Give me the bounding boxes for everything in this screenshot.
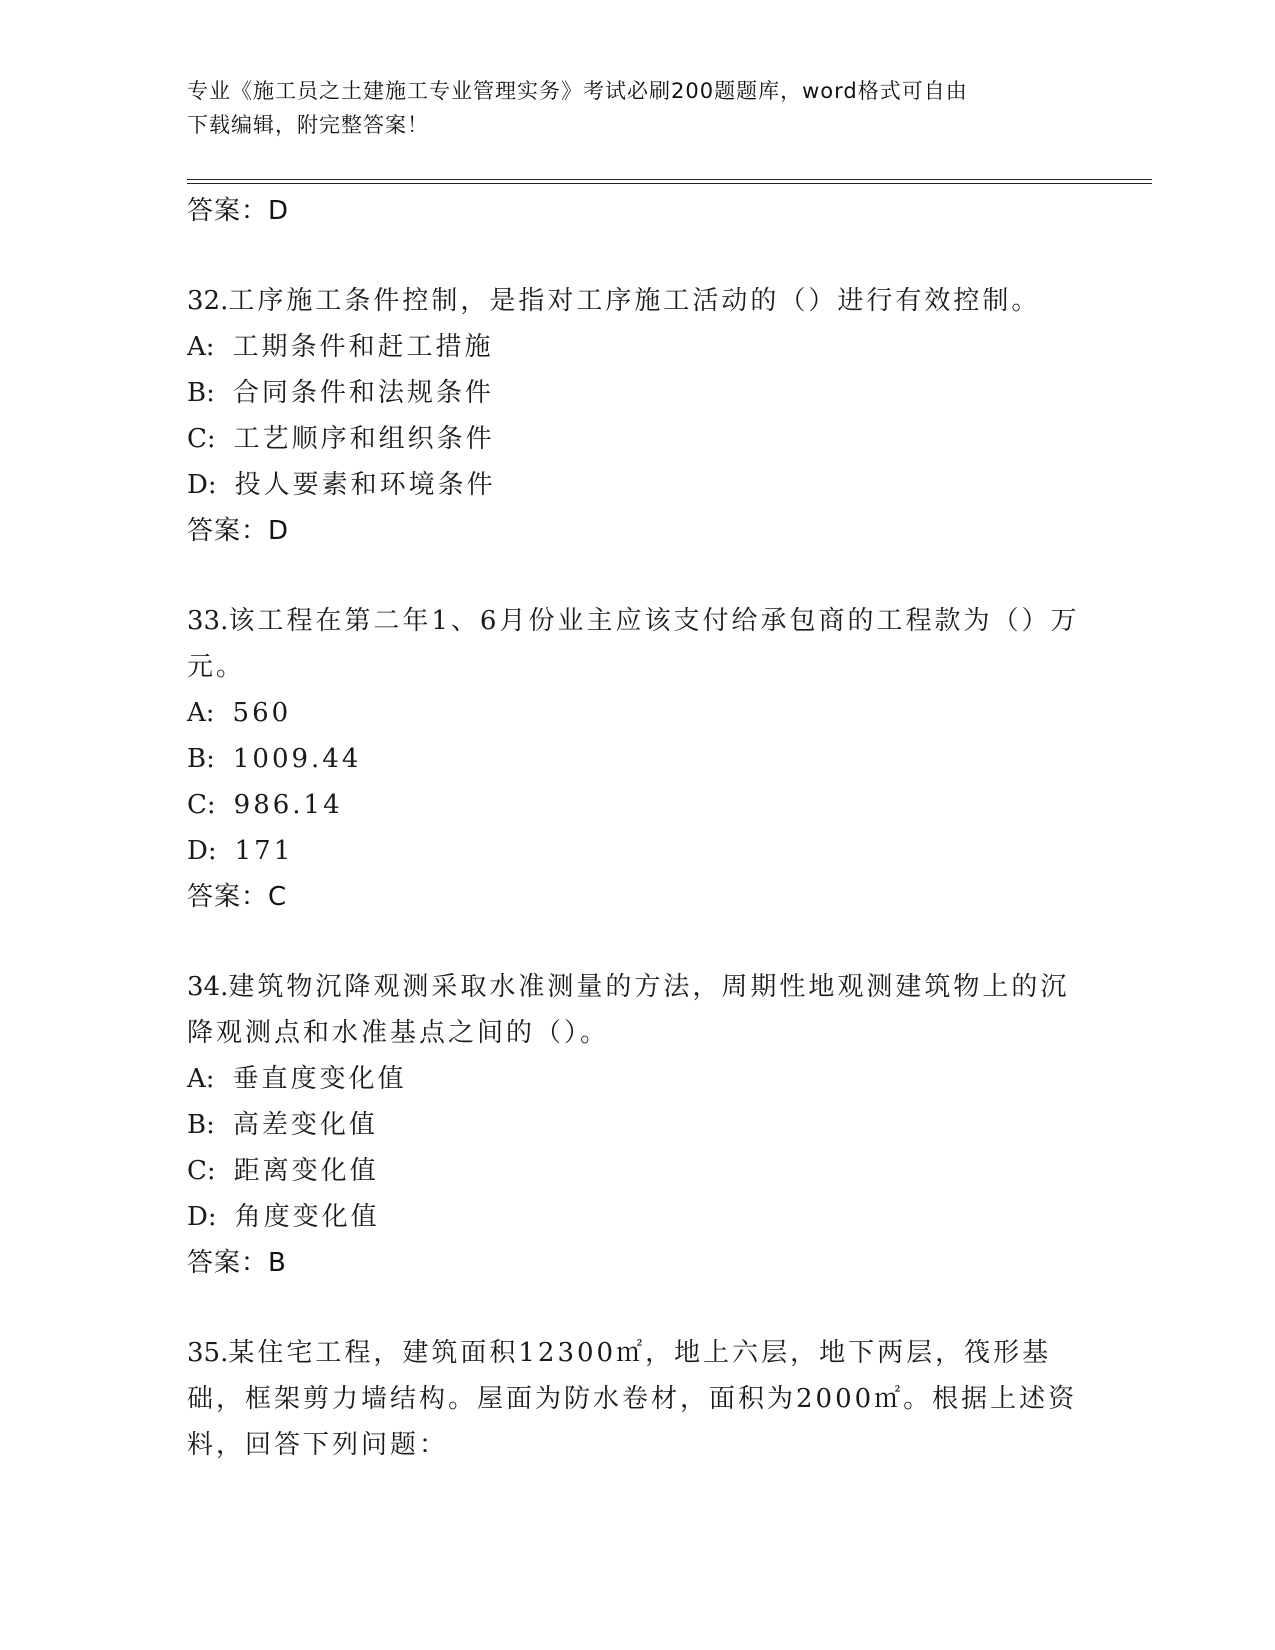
- option-d: [187, 828, 1087, 874]
- option-c: [187, 782, 1087, 828]
- question-stem: [187, 598, 1087, 690]
- question-number: 35.: [187, 1338, 229, 1368]
- option-key: B:: [187, 744, 215, 774]
- option-key: B:: [187, 1110, 215, 1140]
- option-text: 高差变化值: [232, 1110, 378, 1140]
- question-number: 33.: [187, 606, 229, 636]
- option-b: [187, 370, 1087, 416]
- option-text: 距离变化值: [233, 1156, 379, 1186]
- question-text: 工序施工条件控制，是指对工序施工活动的（）进行有效控制。: [228, 286, 1041, 316]
- option-text: 560: [232, 698, 292, 728]
- option-c: [187, 416, 1087, 462]
- question-stem: [187, 278, 1087, 324]
- option-b: [187, 1102, 1087, 1148]
- question-32: [187, 278, 1087, 554]
- option-key: D:: [187, 470, 217, 500]
- option-key: A:: [187, 698, 215, 728]
- option-a: [187, 324, 1087, 370]
- header-divider-top: [187, 179, 1152, 180]
- question-text: 某住宅工程，建筑面积12300㎡，地上六层，地下两层，筏形基础，框架剪力墙结构。屋面为防水卷材，面积为2000㎡。根据上述资料，回答下列问题：: [187, 1338, 1078, 1460]
- question-stem: [187, 964, 1087, 1056]
- question-number: 32.: [187, 286, 229, 316]
- option-text: 垂直度变化值: [232, 1064, 407, 1094]
- option-b: [187, 736, 1087, 782]
- question-list: [187, 188, 1087, 1468]
- answer-32: 答案：D: [187, 516, 290, 546]
- option-d: [187, 462, 1087, 508]
- header-line-2: 下载编辑，附完整答案！: [187, 113, 429, 137]
- answer-34: 答案：B: [187, 1248, 287, 1278]
- header-line-1: 专业《施工员之土建施工专业管理实务》考试必刷200题题库，word格式可自由: [187, 79, 968, 103]
- question-35: [187, 1330, 1087, 1468]
- option-text: 工艺顺序和组织条件: [233, 424, 495, 454]
- question-34: [187, 964, 1087, 1286]
- option-c: [187, 1148, 1087, 1194]
- option-key: C:: [187, 790, 216, 820]
- option-key: A:: [187, 1064, 215, 1094]
- option-text: 合同条件和法规条件: [232, 378, 494, 408]
- option-text: 171: [234, 836, 294, 866]
- document-header: [187, 74, 1087, 142]
- option-text: 工期条件和赶工措施: [232, 332, 494, 362]
- question-text: 该工程在第二年1、6月份业主应该支付给承包商的工程款为（）万元。: [187, 606, 1080, 682]
- option-text: 角度变化值: [234, 1202, 380, 1232]
- option-a: [187, 1056, 1087, 1102]
- option-key: D:: [187, 836, 217, 866]
- option-text: 投人要素和环境条件: [234, 470, 496, 500]
- option-text: 986.14: [233, 790, 343, 820]
- question-33: [187, 598, 1087, 920]
- previous-answer: 答案：D: [187, 196, 290, 226]
- question-text: 建筑物沉降观测采取水准测量的方法，周期性地观测建筑物上的沉降观测点和水准基点之间的（）。: [187, 972, 1070, 1048]
- option-d: [187, 1194, 1087, 1240]
- option-key: A:: [187, 332, 215, 362]
- option-a: [187, 690, 1087, 736]
- question-number: 34.: [187, 972, 229, 1002]
- answer-33: 答案：C: [187, 882, 288, 912]
- option-key: C:: [187, 1156, 216, 1186]
- option-key: C:: [187, 424, 216, 454]
- header-divider-bottom: [187, 183, 1152, 184]
- option-key: D:: [187, 1202, 217, 1232]
- option-text: 1009.44: [232, 744, 362, 774]
- question-stem: [187, 1330, 1087, 1468]
- option-key: B:: [187, 378, 215, 408]
